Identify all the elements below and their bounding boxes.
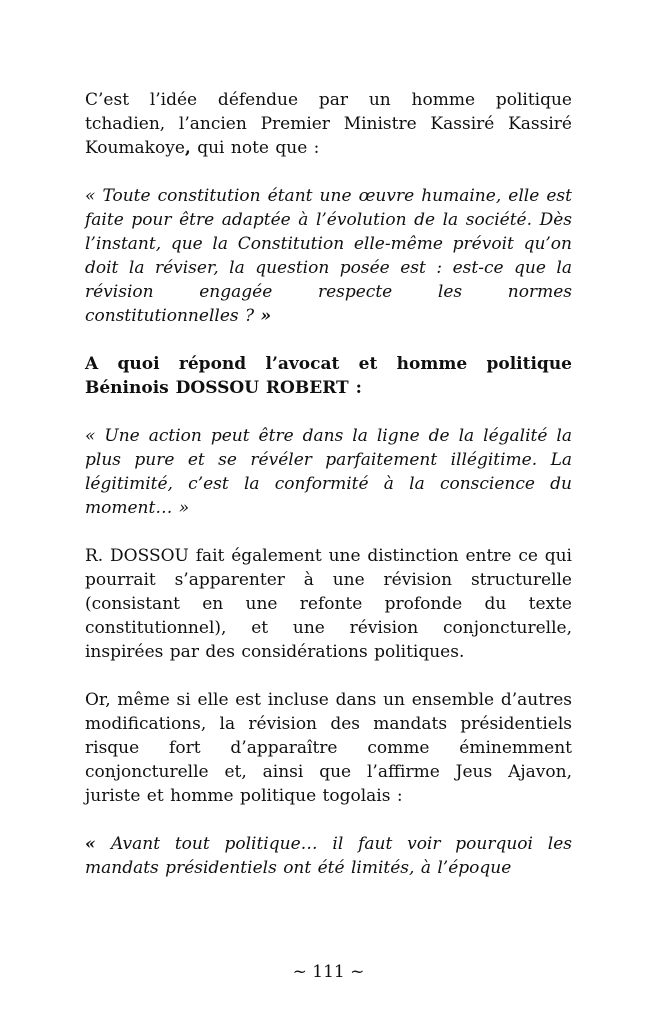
quote-koumakoye-closing-guillemet: » bbox=[260, 306, 272, 326]
paragraph-dossou-distinction: R. DOSSOU fait également une distinction entre ce qui pourrait s’apparenter à une révision structurelle (consistant en une refonte profonde du texte constitutionnel), et une révision conjoncturelle, inspirées par des considérations politiques. bbox=[85, 546, 572, 662]
quote-ajavon bbox=[85, 832, 572, 880]
paragraph-intro-text: C’est l’idée défendue par un homme politique tchadien, l’ancien Premier Ministre Kassiré Kassiré Koumakoye bbox=[85, 90, 572, 158]
page-number: ~ 111 ~ bbox=[292, 962, 365, 982]
quote-ajavon-text: Avant tout politique… il faut voir pourquoi les mandats présidentiels ont été limités, à l’époque bbox=[85, 834, 572, 878]
quote-dossou: « Une action peut être dans la ligne de la légalité la plus pure et se révéler parfaitement illégitime. La légitimité, c’est la conformité à la conscience du moment… » bbox=[85, 426, 572, 518]
paragraph-intro-bold-comma: , bbox=[184, 138, 191, 158]
quote-koumakoye-text: « Toute constitution étant une œuvre humaine, elle est faite pour être adaptée à l’évolution de la société. Dès l’instant, que la Constitution elle-même prévoit qu’on doit la réviser, la question posée est : est-ce que la révision engagée respecte les normes constitutionnelles ? bbox=[85, 186, 572, 326]
heading-dossou: A quoi répond l’avocat et homme politique Béninois DOSSOU ROBERT : bbox=[85, 354, 572, 398]
paragraph-intro-tail: qui note que : bbox=[190, 138, 320, 158]
paragraph-revision-mandats: Or, même si elle est incluse dans un ensemble d’autres modifications, la révision des mandats présidentiels risque fort d’apparaître comme éminemment conjoncturelle et, ainsi que l’affirme Jeus Ajavon, juriste et homme politique togolais : bbox=[85, 690, 572, 806]
page-body-text bbox=[85, 88, 572, 960]
quote-ajavon-opening-guillemet: « bbox=[85, 834, 111, 854]
paragraph-intro bbox=[85, 88, 572, 160]
quote-koumakoye bbox=[85, 184, 572, 328]
